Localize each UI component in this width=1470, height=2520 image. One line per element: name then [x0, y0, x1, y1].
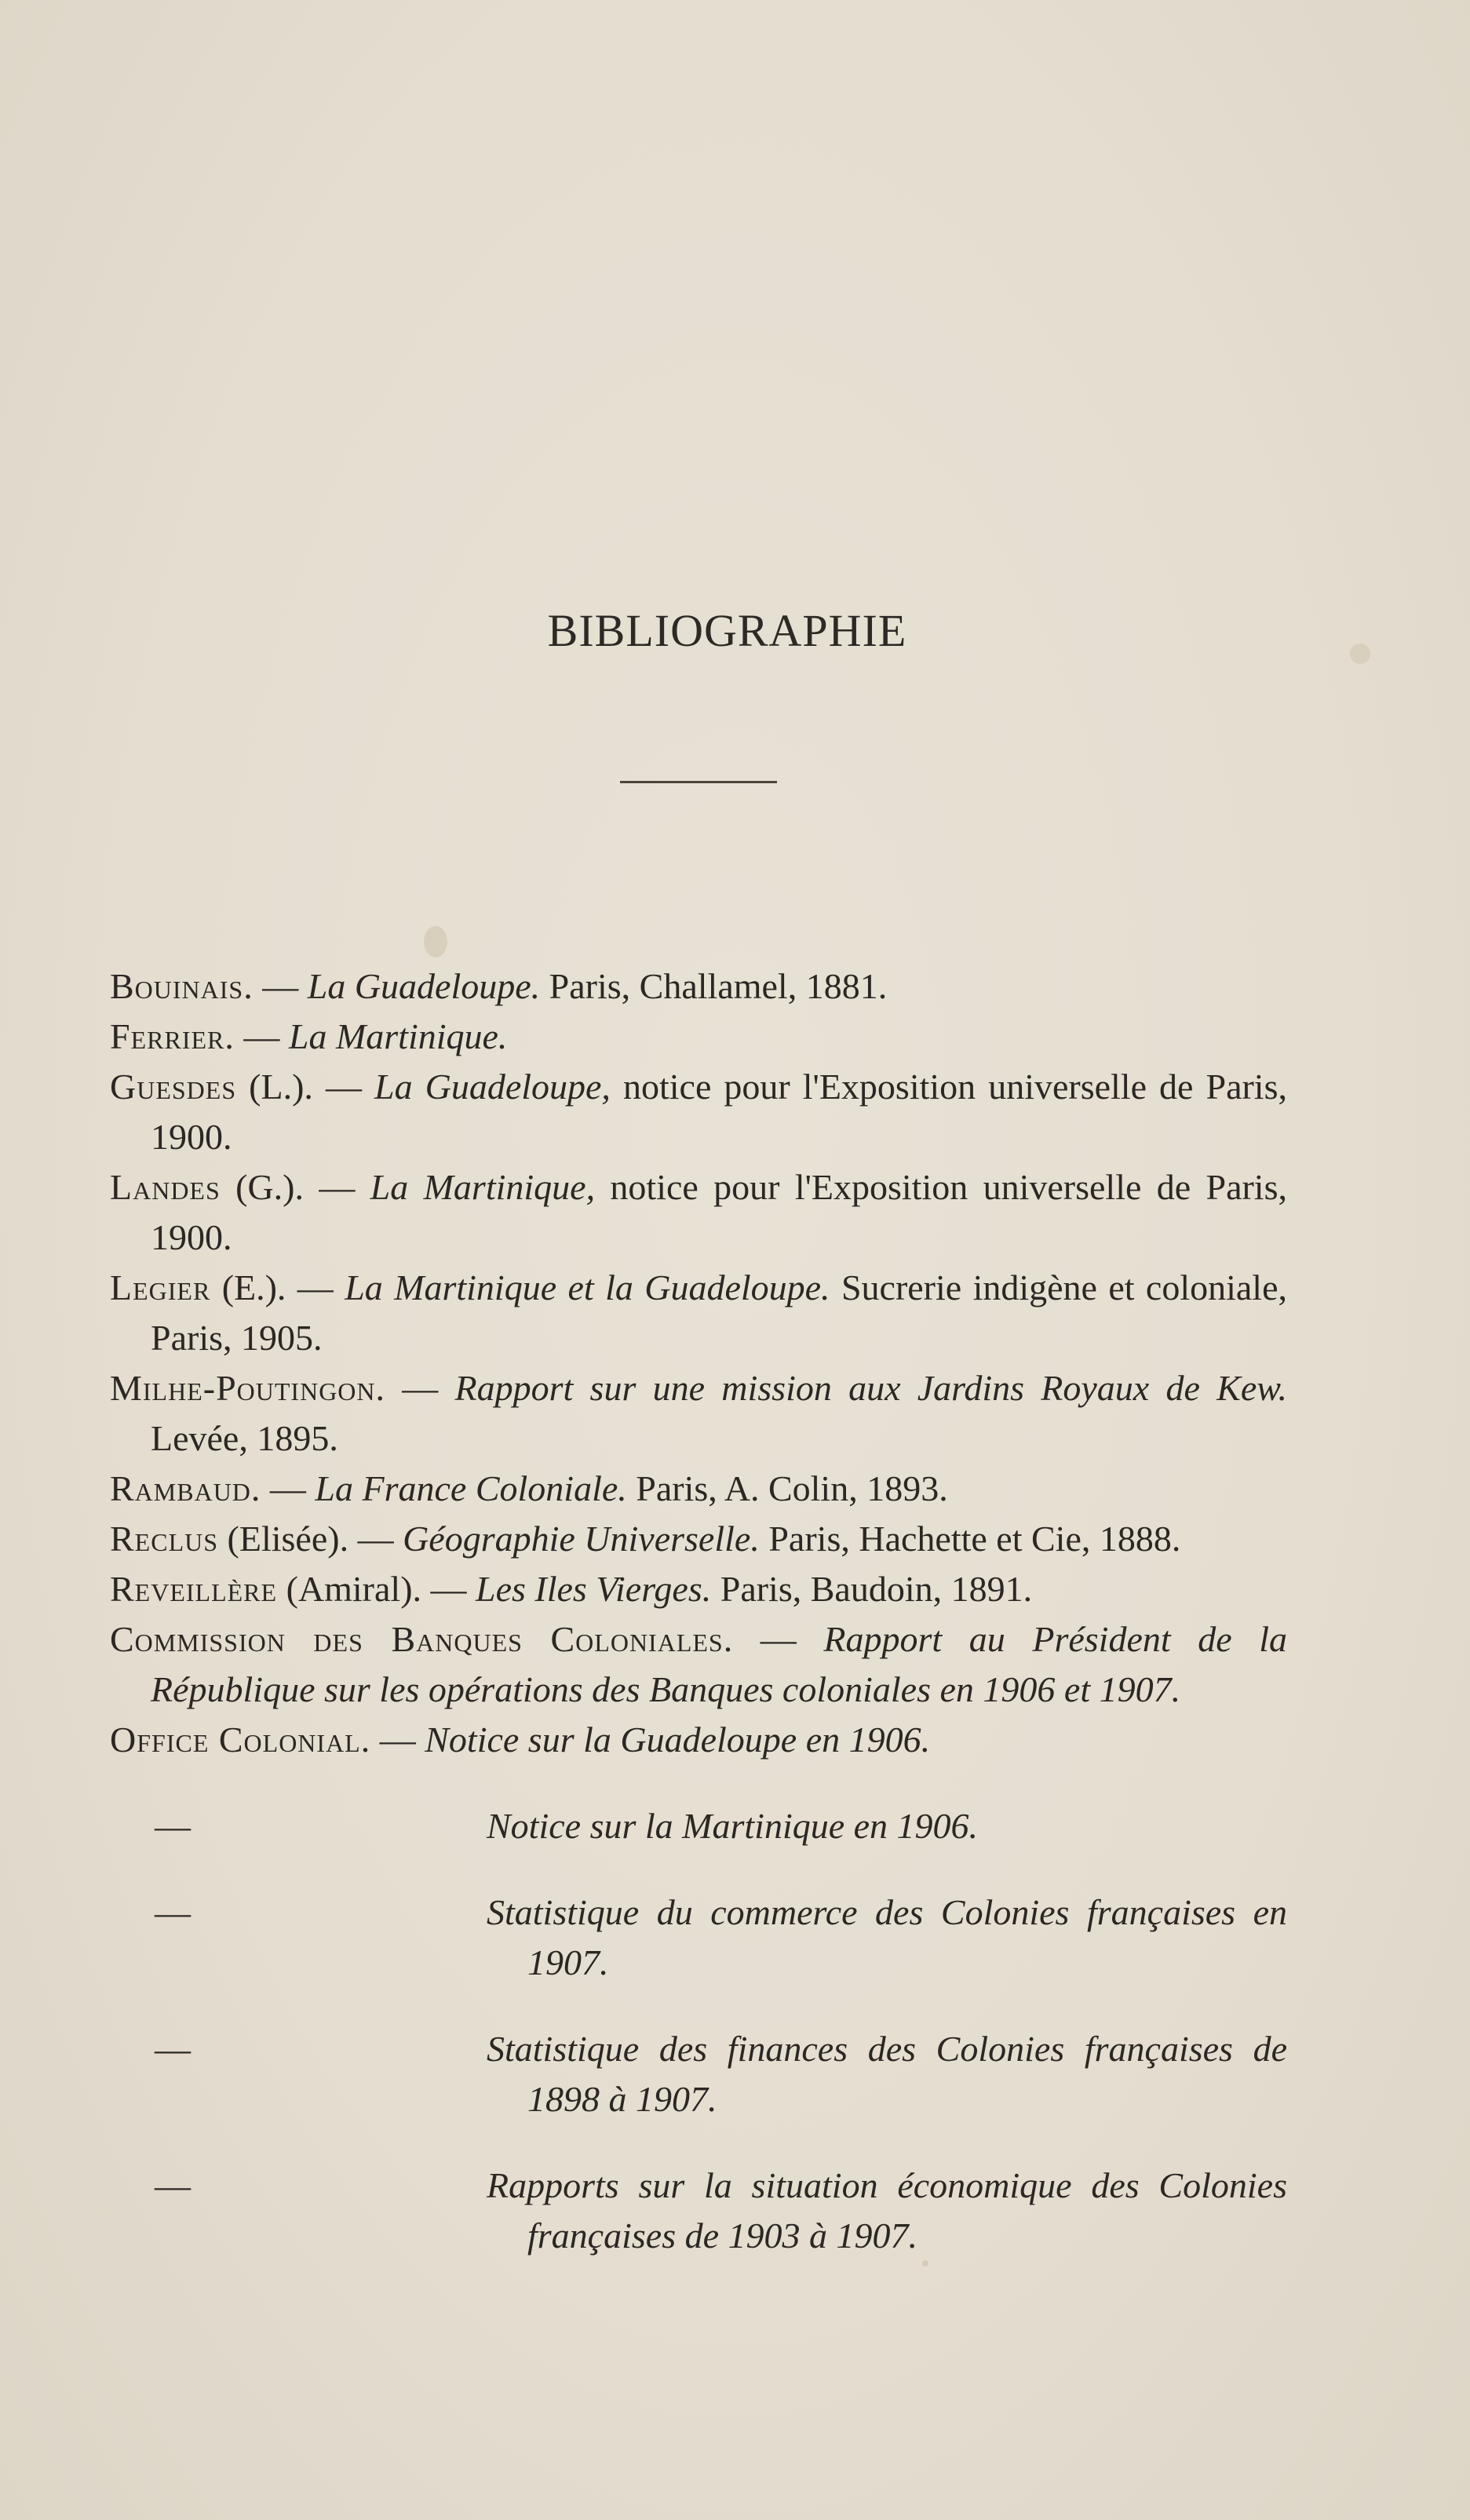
ditto-dash: — [155, 2029, 191, 2069]
office-colonial-block [110, 1715, 1287, 2261]
entry-title: Statistique des finances des Colonies françaises de 1898 à 1907. [487, 2029, 1287, 2119]
entry-publication: Paris, A. Colin, 1893. [626, 1468, 948, 1508]
entry-title: La Martinique. [288, 1016, 508, 1056]
entry-separator: (Elisée). — [218, 1519, 403, 1559]
entry-author: Reveillère [110, 1569, 278, 1609]
entry-author: Legier [110, 1267, 211, 1307]
entry-title: Notice sur la Guadeloupe en 1906. [425, 1720, 931, 1760]
entry-publication: Paris, Hachette et Cie, 1888. [759, 1519, 1181, 1559]
bibliography-entry [110, 1715, 1287, 1765]
entry-separator: — [385, 1368, 455, 1408]
ditto-dash: — [155, 1892, 191, 1932]
bibliography-entry [110, 1564, 1287, 1614]
entry-author: Bouinais. [110, 966, 254, 1006]
entry-title: Rapport au Président de la République sur les opérations des Banques coloniales en 1906 et 1907. [151, 1619, 1288, 1709]
office-sub-entry [155, 1801, 1287, 1851]
bibliography-entry [110, 1162, 1287, 1263]
bibliography-entry [110, 1062, 1287, 1162]
entry-separator: (G.). — [220, 1167, 370, 1207]
bibliography-entry [110, 1464, 1287, 1514]
bibliography-entry [110, 961, 1287, 1012]
entry-title: Géographie Universelle. [403, 1519, 760, 1559]
entry-title: Rapport sur une mission aux Jardins Royaux de Kew. [454, 1368, 1288, 1408]
entry-author: Ferrier. [110, 1016, 235, 1056]
ditto-dash: — [155, 2165, 191, 2205]
office-sub-entry [155, 1887, 1287, 1988]
entry-separator: — [253, 966, 308, 1006]
entry-publication: notice pour l'Exposition universelle de Paris, 1900. [151, 1167, 1287, 1257]
entry-title: La Guadeloupe. [307, 966, 541, 1006]
entry-title: La Martinique, [370, 1167, 596, 1207]
paper-speck [424, 926, 447, 957]
entry-separator: (E.). — [210, 1267, 345, 1307]
office-sub-entry [155, 2024, 1287, 2124]
entry-publication: Paris, Challamel, 1881. [540, 966, 888, 1006]
page-title: BIBLIOGRAPHIE [547, 605, 907, 656]
bibliography-entry [110, 1514, 1287, 1564]
entry-separator: (Amiral). — [277, 1569, 476, 1609]
bibliography-entry [110, 1012, 1287, 1062]
entry-author: Landes [110, 1167, 221, 1207]
bibliography-entry [110, 1263, 1287, 1363]
entry-title: La Guadeloupe, [374, 1067, 611, 1107]
entry-separator: — [733, 1619, 824, 1659]
entry-author: Reclus [110, 1519, 219, 1559]
entry-publication: notice pour l'Exposition universelle de Paris, 1900. [151, 1067, 1287, 1157]
bibliography-entry [110, 1614, 1287, 1715]
entry-publication: Paris, Baudoin, 1891. [711, 1569, 1033, 1609]
entry-publication: Sucrerie indigène et coloniale, Paris, 1905. [151, 1267, 1287, 1358]
entry-publication: Levée, 1895. [151, 1418, 338, 1458]
entry-title: Les Iles Vierges. [476, 1569, 712, 1609]
office-sub-entry [155, 2161, 1287, 2261]
entry-author: Milhe-Poutingon. [110, 1368, 386, 1408]
entry-title: La France Coloniale. [315, 1468, 627, 1508]
entry-author: Commission des Banques Coloniales. [110, 1619, 734, 1659]
entry-separator: — [261, 1468, 316, 1508]
entry-title: Rapports sur la situation économique des Colonies françaises de 1903 à 1907. [487, 2165, 1287, 2256]
entry-title: La Martinique et la Guadeloupe. [345, 1267, 830, 1307]
entry-author: Rambaud. [110, 1468, 261, 1508]
entry-separator: — [234, 1016, 289, 1056]
entry-title: Notice sur la Martinique en 1906. [487, 1806, 979, 1846]
entry-separator: — [370, 1720, 425, 1760]
entry-title: Statistique du commerce des Colonies françaises en 1907. [487, 1892, 1287, 1982]
entry-author: Office Colonial. [110, 1720, 371, 1760]
bibliography-entry [110, 1363, 1287, 1464]
ditto-dash: — [155, 1806, 191, 1846]
bibliography-list [110, 961, 1287, 2297]
entry-separator: (L.). — [236, 1067, 374, 1107]
entry-author: Guesdes [110, 1067, 237, 1107]
title-rule [620, 781, 777, 783]
